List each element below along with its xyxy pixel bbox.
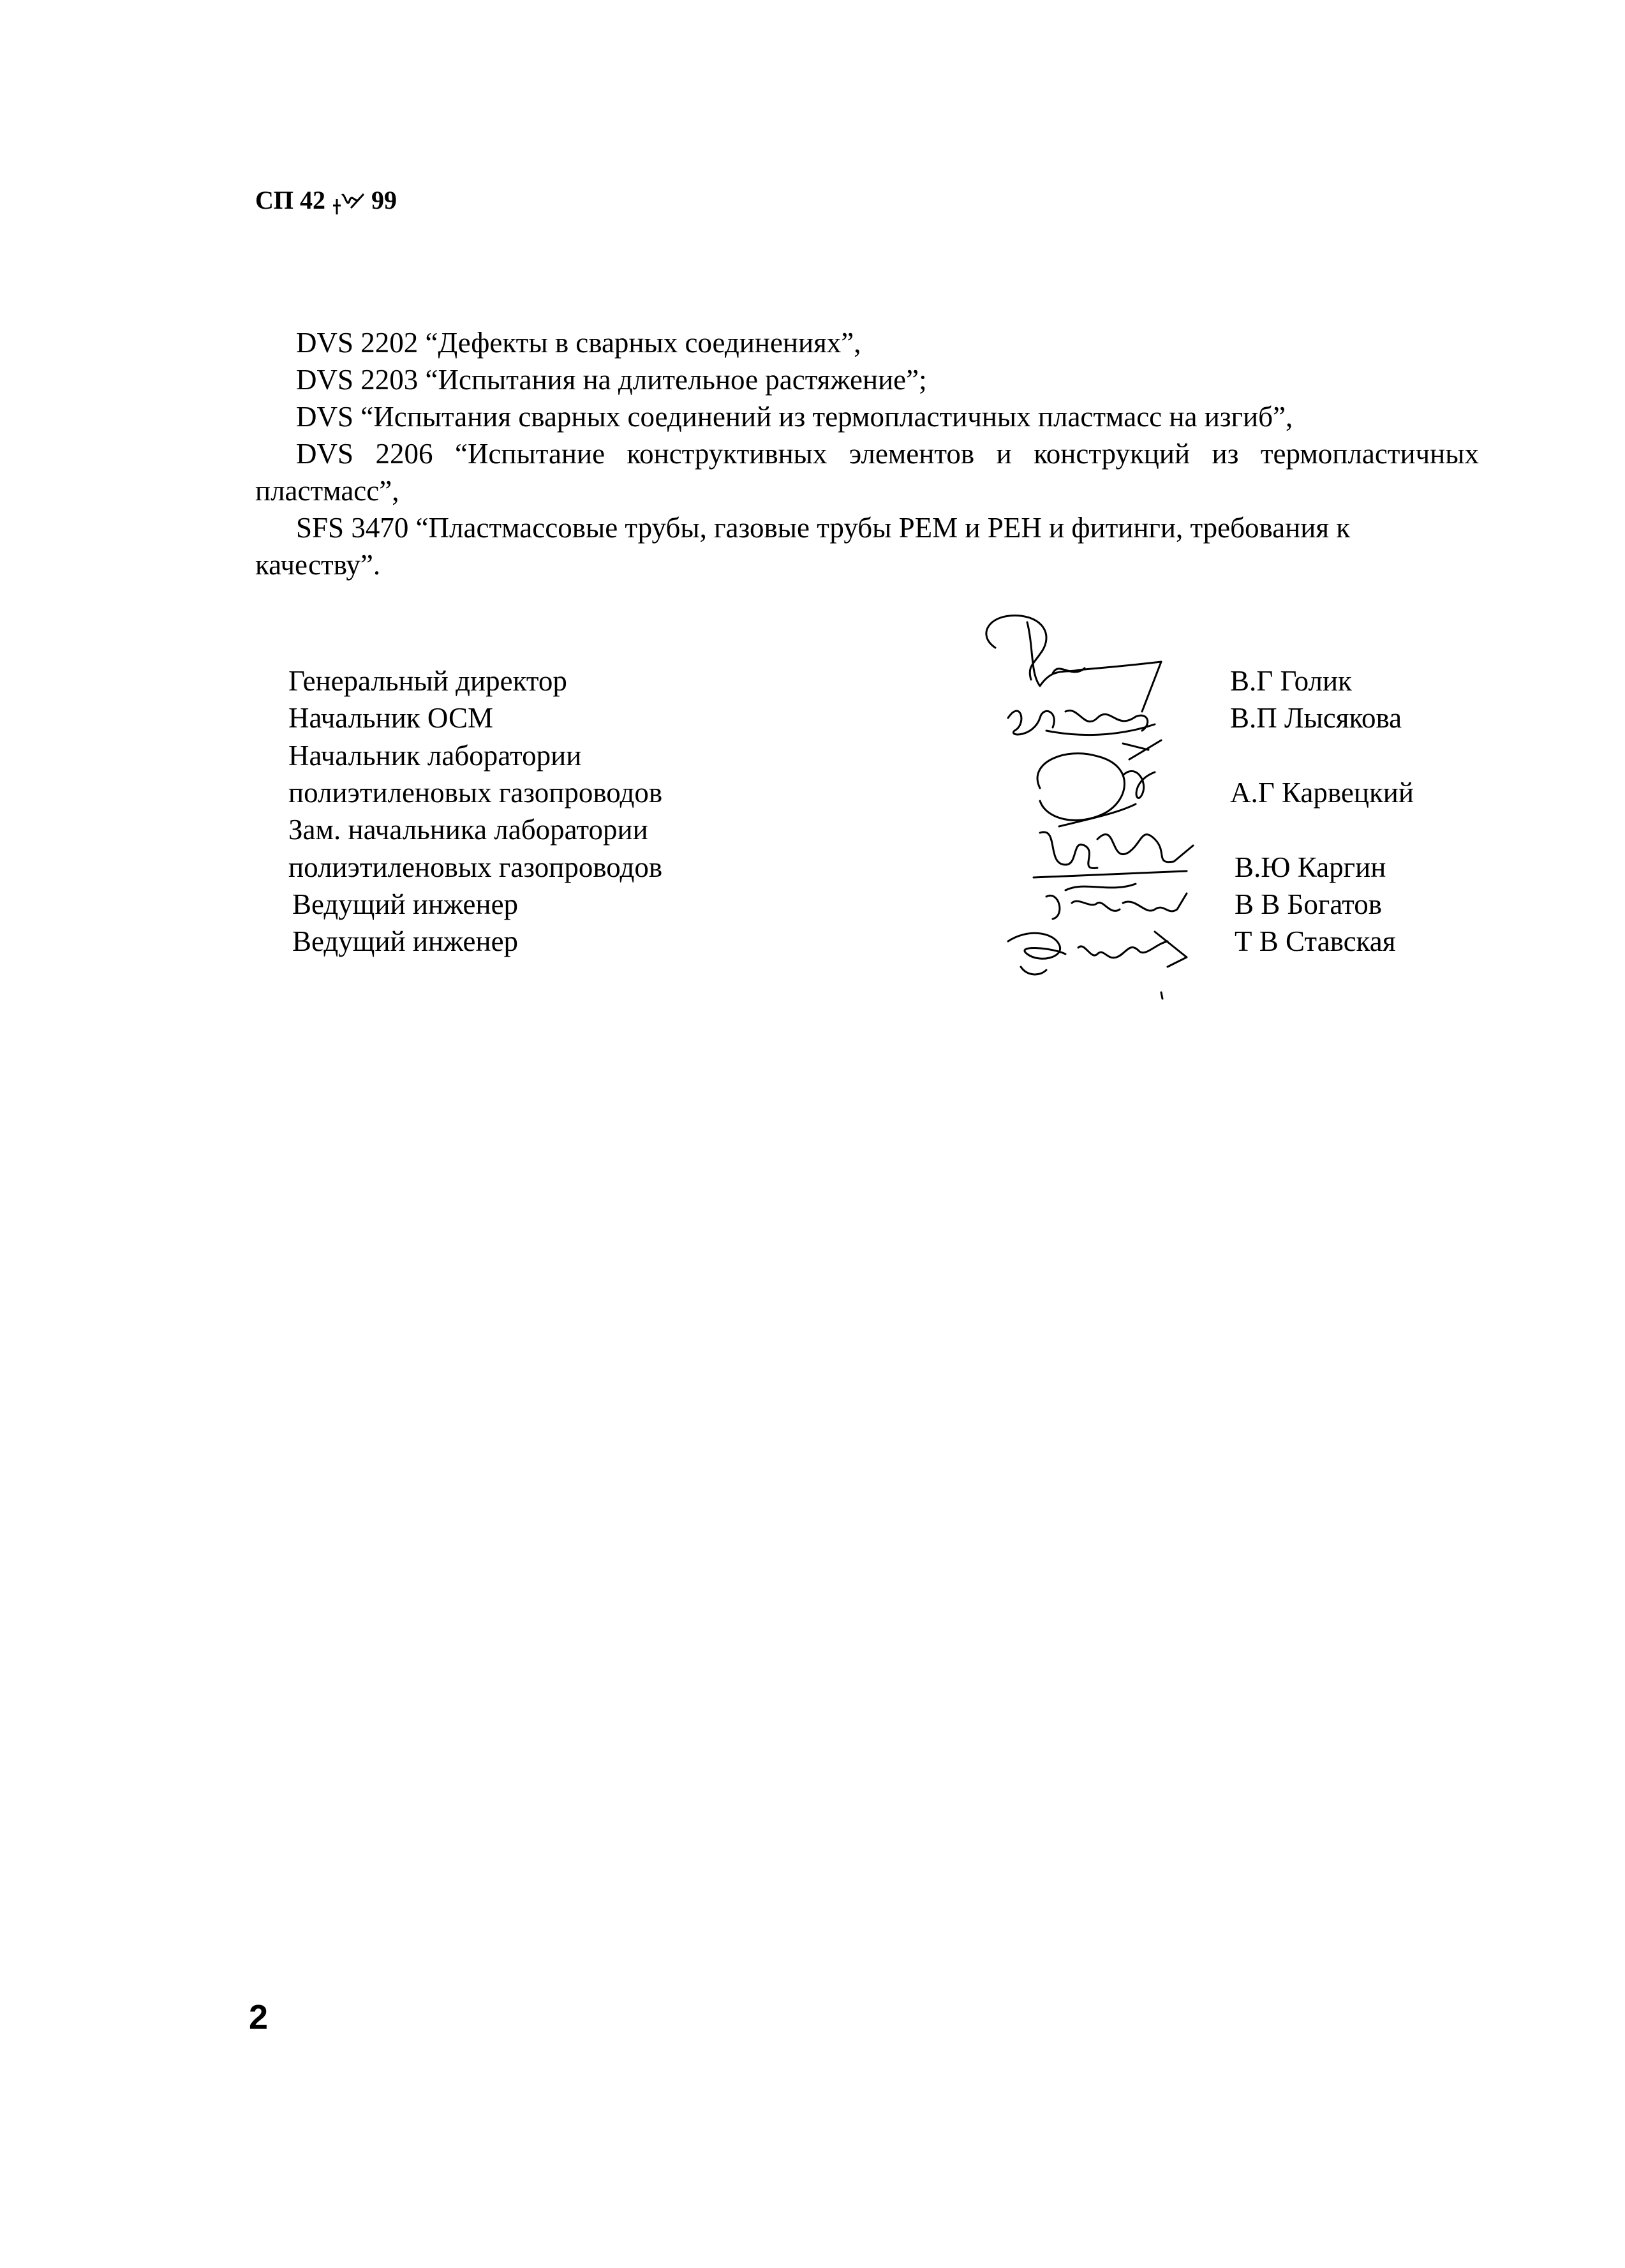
signatory-name: В.Г Голик: [1230, 665, 1352, 697]
reference-item: DVS 2202 “Дефекты в сварных соединениях”,: [296, 327, 861, 359]
signatory-name: В.Ю Каргин: [1235, 851, 1386, 883]
signatory-position: Начальник ОСМ: [288, 702, 493, 734]
document-code-prefix: СП 42: [255, 186, 325, 214]
signatory-position: Начальник лаборатории: [288, 740, 582, 772]
signatory-position: Генеральный директор: [288, 665, 567, 697]
reference-item: DVS 2203 “Испытания на длительное растяжение”;: [296, 364, 927, 396]
signatory-position: Ведущий инженер: [292, 888, 519, 920]
reference-item: SFS 3470 “Пластмассовые трубы, газовые трубы PEM и PEH и фитинги, требования к качеству”.: [255, 512, 1351, 581]
reference-item: DVS “Испытания сварных соединений из термопластичных пластмасс на изгиб”,: [296, 401, 1293, 433]
document-code-suffix: 99: [371, 186, 397, 214]
signatory-name: А.Г Карвецкий: [1230, 777, 1414, 809]
page-number: 2: [249, 1998, 269, 2036]
signatory-name: Т В Ставская: [1235, 925, 1396, 957]
reference-item: DVS 2206 “Испытание конструктивных элементов и конструкций из термопластичных пластмасс”,: [255, 438, 1479, 507]
signatory-position: полиэтиленовых газопроводов: [288, 851, 663, 883]
document-code: [255, 185, 397, 216]
signatory-position: полиэтиленовых газопроводов: [288, 777, 663, 809]
signatory-name: В В Богатов: [1235, 888, 1382, 920]
signatory-position: Зам. начальника лаборатории: [288, 814, 648, 846]
handwritten-code-mark: [332, 190, 365, 216]
signatory-name: В.П Лысякова: [1230, 702, 1402, 734]
standards-reference-list: [255, 324, 1479, 583]
handwritten-signatures: [970, 609, 1263, 1005]
signatory-position: Ведущий инженер: [292, 925, 519, 957]
